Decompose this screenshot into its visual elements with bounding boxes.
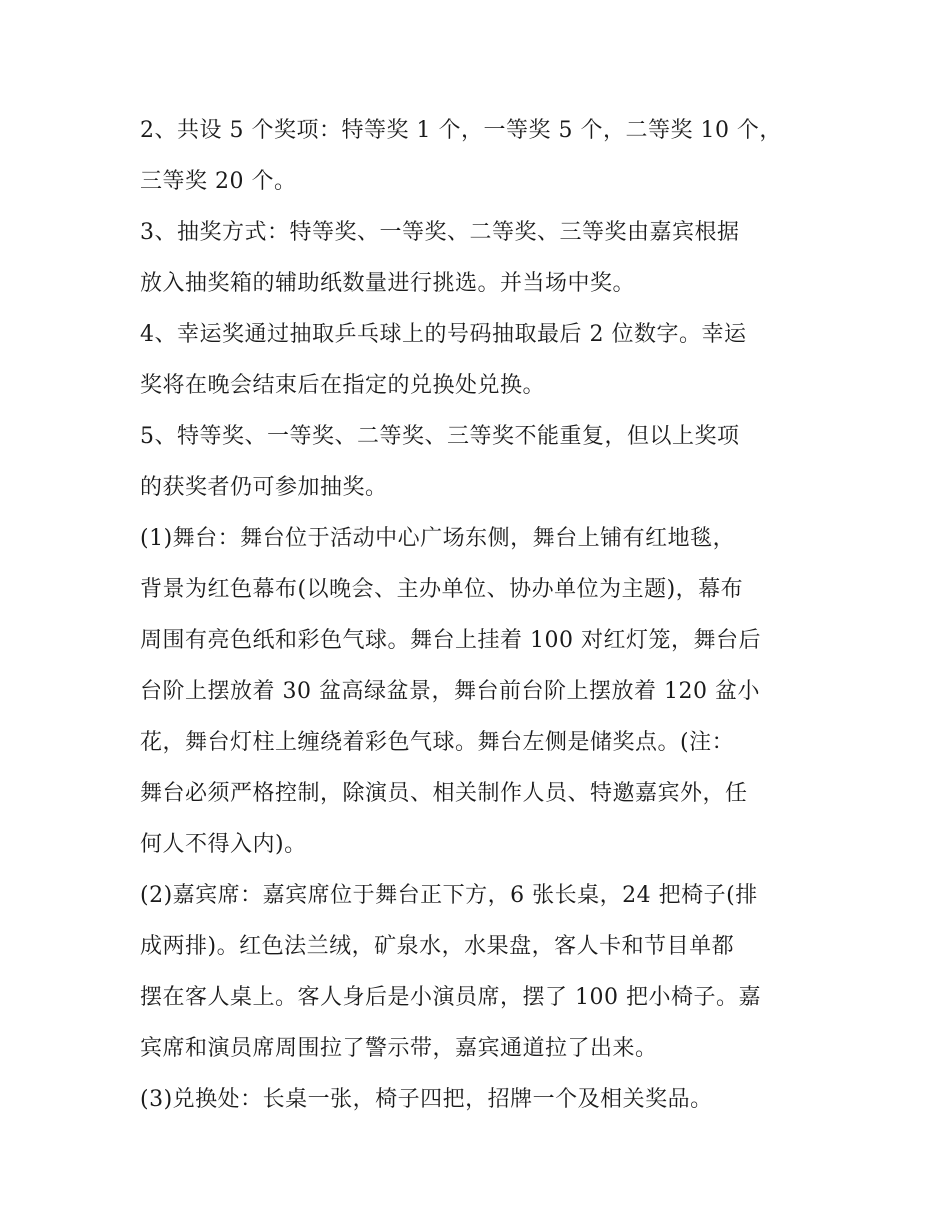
text-line: 5、特等奖、一等奖、二等奖、三等奖不能重复，但以上奖项 xyxy=(140,424,740,449)
text-line: 3、抽奖方式：特等奖、一等奖、二等奖、三等奖由嘉宾根据 xyxy=(140,220,740,245)
text-line: 的获奖者仍可参加抽奖。 xyxy=(140,475,388,500)
text-line: (3)兑换处：长桌一张，椅子四把，招牌一个及相关奖品。 xyxy=(140,1087,713,1112)
paragraph-exchange-point xyxy=(140,1081,820,1132)
text-line: 花，舞台灯柱上缠绕着彩色气球。舞台左侧是储奖点。(注： xyxy=(140,730,735,755)
text-line: 4、幸运奖通过抽取乒乓球上的号码抽取最后 2 位数字。幸运 xyxy=(140,322,747,347)
text-line: 放入抽奖箱的辅助纸数量进行挑选。并当场中奖。 xyxy=(140,271,636,296)
paragraph-lucky-prize xyxy=(140,316,820,418)
paragraph-draw-method xyxy=(140,214,820,316)
text-line: 背景为红色幕布(以晚会、主办单位、协办单位为主题)，幕布 xyxy=(140,577,744,602)
document-page xyxy=(140,112,820,1132)
text-line: 台阶上摆放着 30 盆高绿盆景，舞台前台阶上摆放着 120 盆小 xyxy=(140,679,760,704)
paragraph-guest-seating xyxy=(140,877,820,1081)
text-line: (1)舞台：舞台位于活动中心广场东侧，舞台上铺有红地毯， xyxy=(140,526,736,551)
text-line: 摆在客人桌上。客人身后是小演员席，摆了 100 把小椅子。嘉 xyxy=(140,985,761,1010)
text-line: 三等奖 20 个。 xyxy=(140,169,297,194)
text-line: 何人不得入内)。 xyxy=(140,832,307,857)
text-line: 奖将在晚会结束后在指定的兑换处兑换。 xyxy=(140,373,546,398)
text-line: 2、共设 5 个奖项：特等奖 1 个，一等奖 5 个，二等奖 10 个， xyxy=(140,118,782,143)
paragraph-prize-count xyxy=(140,112,820,214)
text-line: 宾席和演员席周围拉了警示带，嘉宾通道拉了出来。 xyxy=(140,1036,658,1061)
text-line: 周围有亮色纸和彩色气球。舞台上挂着 100 对红灯笼，舞台后 xyxy=(140,628,761,653)
paragraph-stage xyxy=(140,520,820,877)
paragraph-no-repeat xyxy=(140,418,820,520)
text-line: 舞台必须严格控制，除演员、相关制作人员、特邀嘉宾外，任 xyxy=(140,781,748,806)
text-line: (2)嘉宾席：嘉宾席位于舞台正下方，6 张长桌，24 把椅子(排 xyxy=(140,883,758,908)
text-line: 成两排)。红色法兰绒，矿泉水，水果盘，客人卡和节目单都 xyxy=(140,934,735,959)
